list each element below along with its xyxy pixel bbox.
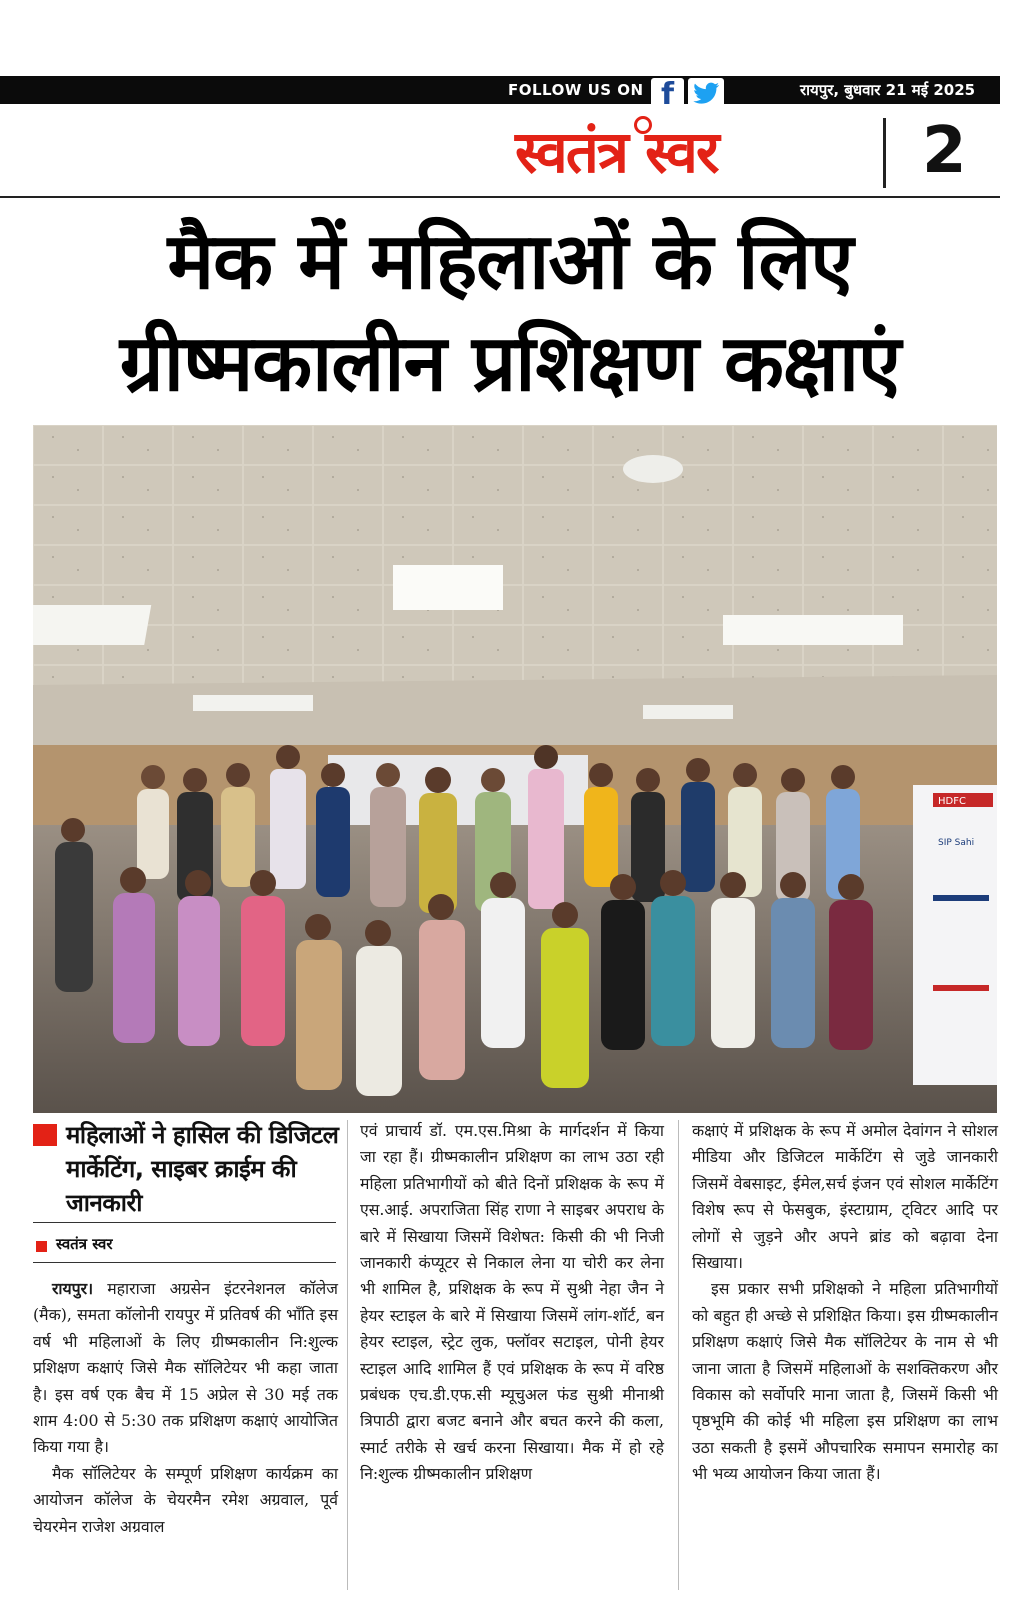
header-rule — [0, 196, 1000, 198]
article-column-2 — [360, 1118, 664, 1488]
page-number: 2 — [922, 114, 967, 188]
byline-bullet — [36, 1241, 47, 1252]
byline-rule — [33, 1262, 336, 1263]
twitter-icon[interactable] — [688, 78, 724, 108]
paragraph: इस प्रकार सभी प्रशिक्षको ने महिला प्रतिभागीयों को बहुत ही अच्छे से प्रशिक्षित किया। इस ग्रीष्मकालीन प्रशिक्षण कक्षाएं जिसे मैक सॉलिटेयर के नाम से भी जाना जाता है जिसमें महिलाओं के सशक्तिकरण और विकास को सर्वोपरि माना जाता है, जिसमें किसी भी पृष्ठभूमि की कोई भी महिला इस प्रशिक्षण का लाभ उठा सकती है इसमें औपचारिक समापन समारोह का भी भव्य आयोजन किया जाता हैं। — [692, 1279, 998, 1484]
facebook-icon[interactable]: f — [651, 78, 684, 108]
headline-line-1: मैक में महिलाओं के लिए — [167, 217, 853, 307]
column-separator — [678, 1120, 679, 1590]
column-separator — [347, 1120, 348, 1590]
subhead-bullet — [33, 1124, 57, 1146]
banner-text-1: HDFC — [938, 796, 966, 807]
top-bar — [0, 76, 1000, 108]
paragraph: एवं प्राचार्य डॉ. एम.एस.मिश्रा के मार्गदर्शन में किया जा रहा हैं। ग्रीष्मकालीन प्रशिक्षण का लाभ उठा रही महिला प्रतिभागीयों को बीते दिनों प्रशिक्षक के रूप में एस.आई. अपराजिता सिंह राणा ने साइबर अपराध के बारे में सिखाया जिसमें विशेषत: किसी की भी निजी जानकारी कंप्यूटर से निकाल लेना या चोरी कर लेना भी शामिल है, प्रशिक्षक के रूप में सुश्री नेहा जैन ने हेयर स्टाइल के बारे में सिखाया जिसमें लांग-शॉर्ट, बन हेयर स्टाइल, स्ट्रेट लुक, फ्लॉवर सटाइल, पोनी हेयर स्टाइल आदि शामिल हैं एवं प्रशिक्षक के रूप में वरिष्ठ प्रबंधक एच.डी.एफ.सी म्यूचुअल फंड सुश्री मीनाश्री त्रिपाठी द्वारा बजट बनाने और बचत करने की कला, स्मार्ट तरीके से खर्च करना सिखाया। मैक में हो रहे नि:शुल्क ग्रीष्मकालीन प्रशिक्षण — [360, 1121, 664, 1484]
subhead-rule — [33, 1222, 336, 1223]
paragraph: कक्षाएं में प्रशिक्षक के रूप में अमोल देवांगन ने सोशल मीडिया और डिजिटल मार्केटिंग से जुडे जानकारी जिसमें वेबसाइट, ईमेल,सर्च इंजन एवं सोशल मार्केटिंग विशेष रूप से फेसबुक, इंस्टाग्राम, ट्विटर आदि पर लोगों से जुड़ने और अपने ब्रांड को बढ़ावा देना सिखाया। — [692, 1121, 998, 1273]
paragraph: मैक सॉलिटेयर के सम्पूर्ण प्रशिक्षण कार्यक्रम का आयोजन कॉलेज के चेयरमैन रमेश अग्रवाल, पूर्व चेयरमेन राजेश अग्रवाल — [33, 1463, 338, 1536]
group-photo — [33, 425, 997, 1113]
byline: स्वतंत्र स्वर — [56, 1235, 113, 1253]
masthead-divider — [883, 118, 886, 188]
subheadline: महिलाओं ने हासिल की डिजिटल मार्केटिंग, साइबर क्राईम की जानकारी — [66, 1121, 339, 1217]
follow-label: FOLLOW US ON — [508, 81, 644, 99]
masthead: स्वतंत्र स्वर — [515, 118, 718, 186]
headline-line-2: ग्रीष्मकालीन प्रशिक्षण कक्षाएं — [119, 319, 901, 409]
date-line: रायपुर, बुधवार 21 मई 2025 — [800, 81, 976, 99]
article-column-1 — [33, 1276, 338, 1540]
paragraph: महाराजा अग्रसेन इंटरनेशनल कॉलेज (मैक), समता कॉलोनी रायपुर में प्रतिवर्ष की भाँति इस वर्ष भी महिलाओं के लिए ग्रीष्मकालीन नि:शुल्क प्रशिक्षण कक्षाएं जिसे मैक सॉलिटेयर भी कहा जाता है। इस वर्ष एक बैच में 15 अप्रेल से 30 मई तक शाम 4:00 से 5:30 तक प्रशिक्षण कक्षाएं आयोजित किया गया है। — [33, 1279, 338, 1457]
banner-text-2: SIP Sahi — [938, 838, 975, 848]
article-column-3 — [692, 1118, 998, 1488]
dateline: रायपुर। — [51, 1279, 94, 1298]
